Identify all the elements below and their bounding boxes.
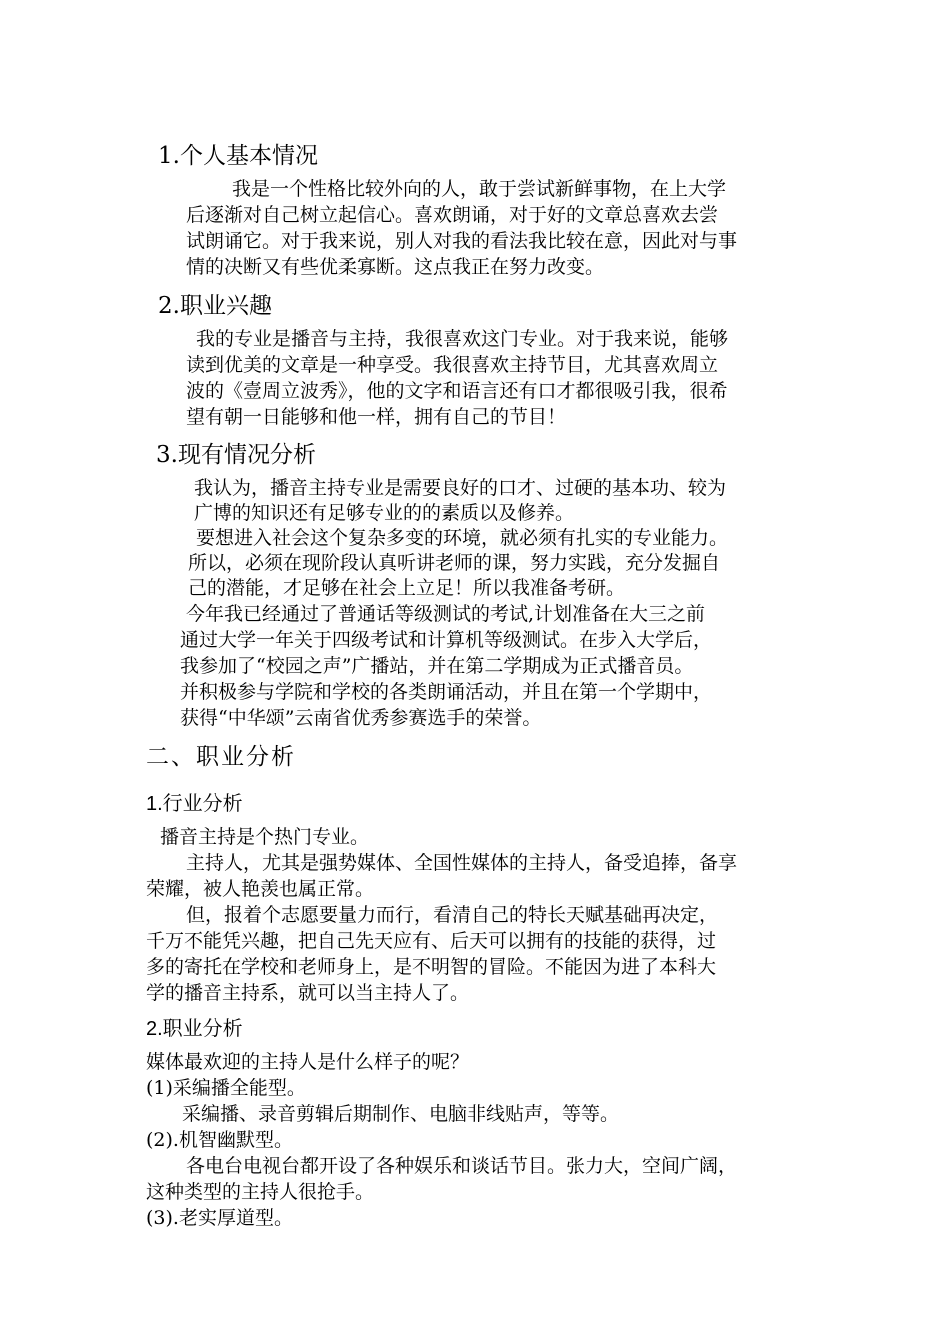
paragraph-line: 今年我已经通过了普通话等级测试的考试,计划准备在大三之前 bbox=[186, 603, 706, 625]
paragraph-line: 播音主持是个热门专业。 bbox=[160, 826, 370, 848]
paragraph-line: 我的专业是播音与主持，我很喜欢这门专业。对于我来说，能够 bbox=[196, 328, 729, 350]
paragraph-line: 我是一个性格比较外向的人，敢于尝试新鲜事物，在上大学 bbox=[232, 178, 727, 200]
paragraph-line: 望有朝一日能够和他一样，拥有自己的节目！ bbox=[186, 406, 567, 428]
heading-career-analysis: 二、职业分析 bbox=[146, 744, 296, 770]
paragraph-line: 各电台电视台都开设了各种娱乐和谈话节目。张力大，空间广阔， bbox=[186, 1155, 738, 1177]
paragraph-line: 获得“中华颂”云南省优秀参赛选手的荣誉。 bbox=[180, 707, 542, 729]
paragraph-line: 主持人，尤其是强势媒体、全国性媒体的主持人，备受追捧，备享 bbox=[186, 852, 738, 874]
heading-industry-analysis: 1.行业分析 bbox=[146, 793, 243, 815]
paragraph-line: 后逐渐对自己树立起信心。喜欢朗诵，对于好的文章总喜欢去尝 bbox=[186, 204, 719, 226]
paragraph-line: 通过大学一年关于四级考试和计算机等级测试。在步入大学后， bbox=[180, 629, 713, 651]
list-item-label: (3).老实厚道型。 bbox=[146, 1207, 293, 1229]
paragraph-line: 我认为，播音主持专业是需要良好的口才、过硬的基本功、较为 bbox=[194, 477, 727, 499]
paragraph-line: 我参加了“校园之声”广播站，并在第二学期成为正式播音员。 bbox=[180, 655, 694, 677]
paragraph-line: 这种类型的主持人很抢手。 bbox=[146, 1181, 375, 1203]
paragraph-line: 波的《壹周立波秀》，他的文字和语言还有口才都很吸引我，很希 bbox=[186, 380, 728, 402]
paragraph-line: 荣耀，被人艳羡也属正常。 bbox=[146, 878, 375, 900]
paragraph-line: 但，报着个志愿要量力而行，看清自己的特长天赋基础再决定， bbox=[186, 904, 719, 926]
list-item-label: (1)采编播全能型。 bbox=[146, 1077, 306, 1099]
paragraph-line: 采编播、录音剪辑后期制作、电脑非线贴声，等等。 bbox=[182, 1103, 620, 1125]
paragraph-line: 所以，必须在现阶段认真听讲老师的课，努力实践，充分发掘自 bbox=[188, 552, 721, 574]
paragraph-line: 读到优美的文章是一种享受。我很喜欢主持节目，尤其喜欢周立 bbox=[186, 354, 719, 376]
heading-job-analysis: 2.职业分析 bbox=[146, 1018, 243, 1040]
paragraph-line: 试朗诵它。对于我来说，别人对我的看法我比较在意，因此对与事 bbox=[186, 230, 738, 252]
paragraph-line: 并积极参与学院和学校的各类朗诵活动，并且在第一个学期中， bbox=[180, 681, 713, 703]
paragraph-line: 学的播音主持系，就可以当主持人了。 bbox=[146, 982, 470, 1004]
list-item-label: (2).机智幽默型。 bbox=[146, 1129, 293, 1151]
heading-personal-info: 1.个人基本情况 bbox=[158, 143, 318, 169]
heading-career-interest: 2.职业兴趣 bbox=[158, 293, 272, 319]
paragraph-line: 要想进入社会这个复杂多变的环境，就必须有扎实的专业能力。 bbox=[196, 527, 729, 549]
paragraph-line: 多的寄托在学校和老师身上，是不明智的冒险。不能因为进了本科大 bbox=[146, 956, 717, 978]
paragraph-line: 广博的知识还有足够专业的的素质以及修养。 bbox=[194, 502, 575, 524]
paragraph-line: 己的潜能，才足够在社会上立足！所以我准备考研。 bbox=[188, 577, 626, 599]
paragraph-line: 千万不能凭兴趣，把自己先天应有、后天可以拥有的技能的获得，过 bbox=[146, 930, 717, 952]
paragraph-line: 媒体最欢迎的主持人是什么样子的呢？ bbox=[146, 1051, 470, 1073]
paragraph-line: 情的决断又有些优柔寡断。这点我正在努力改变。 bbox=[186, 256, 605, 278]
heading-current-status: 3.现有情况分析 bbox=[156, 442, 316, 468]
